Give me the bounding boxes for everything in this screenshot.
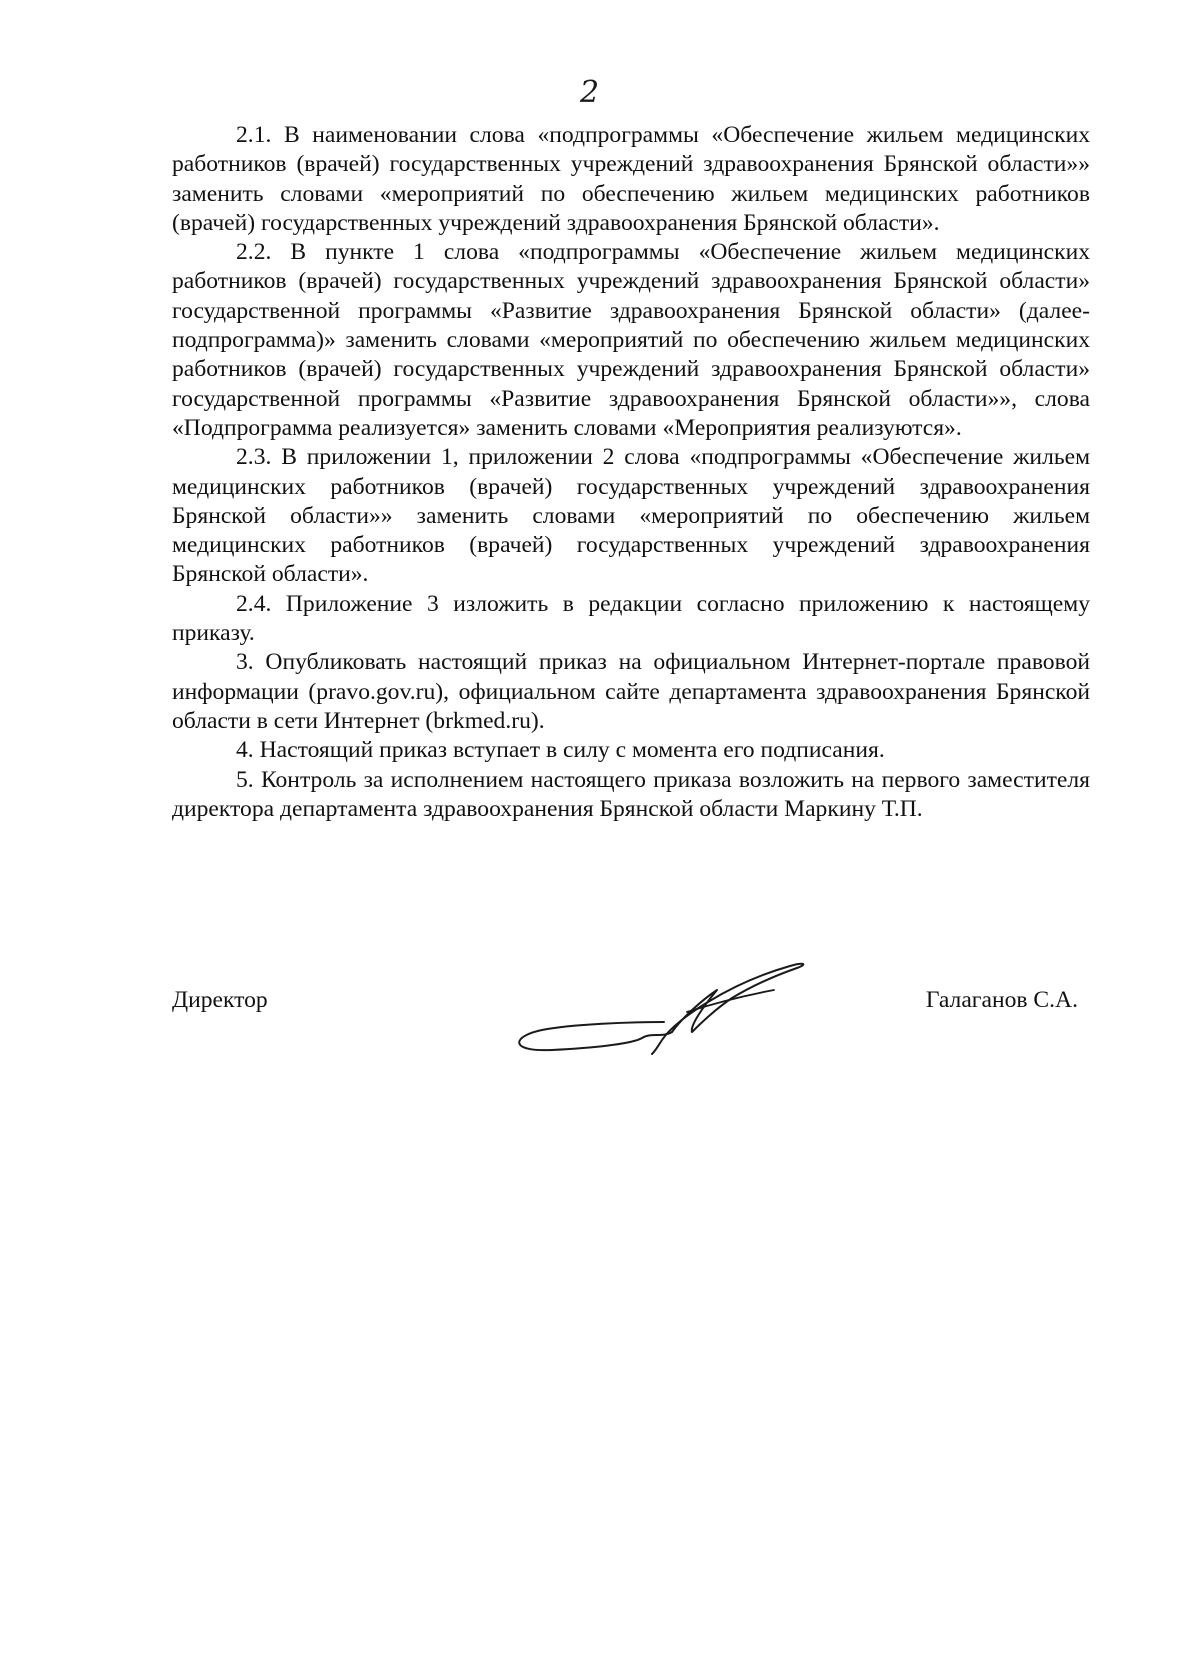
paragraph-5: 5. Контроль за исполнением настоящего приказа возложить на первого заместителя директора департамента здравоохранения Брянской области Маркину Т.П. bbox=[172, 766, 1090, 822]
document-body bbox=[172, 121, 1090, 824]
signer-name: Галаганов С.А. bbox=[925, 987, 1078, 1013]
paragraph-2-1: 2.1. В наименовании слова «подпрограммы «Обеспечение жильем медицинских работников (врачей) государственных учреждений здравоохранения Брянской области»» заменить словами «мероприятий по обеспечению жильем медицинских работников (врачей) государственных учреждений здравоохранения Брянской области». bbox=[172, 122, 1090, 236]
paragraph-2-2: 2.2. В пункте 1 слова «подпрограммы «Обеспечение жильем медицинских работников (врачей) государственных учреждений здравоохранения Брянской области» государственной программы «Развитие здравоохранения Брянской области» (далее-подпрограмма)» заменить словами «мероприятий по обеспечению жильем медицинских работников (врачей) государственных учреждений здравоохранения Брянской области» государственной программы «Развитие здравоохранения Брянской области»», слова «Подпрограмма реализуется» заменить словами «Мероприятия реализуются». bbox=[172, 239, 1090, 441]
signer-position: Директор bbox=[172, 987, 268, 1013]
paragraph-3: 3. Опубликовать настоящий приказ на официальном Интернет-портале правовой информации (pravo.gov.ru), официальном сайте департамента здравоохранения Брянской области в сети Интернет (brkmed.ru). bbox=[172, 649, 1090, 734]
signature-block bbox=[172, 960, 1090, 1080]
page-number: 2 bbox=[580, 75, 600, 110]
paragraph-2-4: 2.4. Приложение 3 изложить в редакции согласно приложению к настоящему приказу. bbox=[172, 590, 1090, 647]
paragraph-2-3: 2.3. В приложении 1, приложении 2 слова «подпрограммы «Обеспечение жильем медицинских работников (врачей) государственных учреждений здравоохранения Брянской области»» заменить словами «мероприятий по обеспечению жильем медицинских работников (врачей) государственных учреждений здравоохранения Брянской области». bbox=[172, 444, 1090, 588]
paragraph-4: 4. Настоящий приказ вступает в силу с момента его подписания. bbox=[236, 737, 885, 764]
handwritten-signature bbox=[512, 960, 812, 1060]
